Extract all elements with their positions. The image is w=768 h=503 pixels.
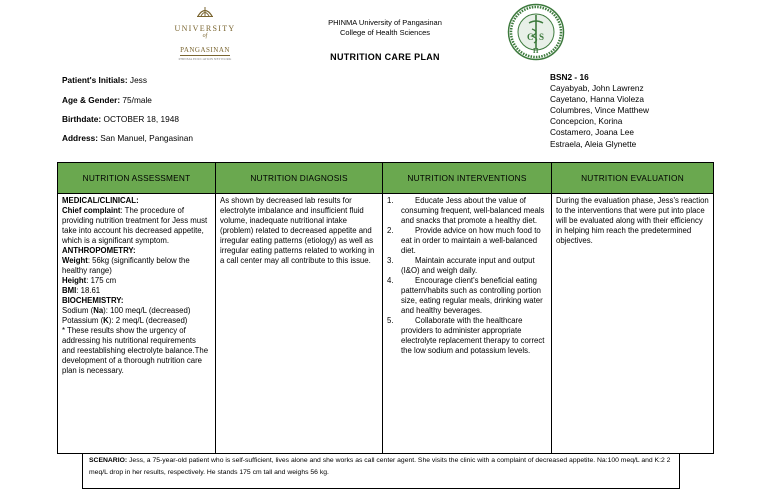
height xyxy=(62,276,211,286)
chief-complaint xyxy=(62,206,211,246)
diagnosis-cell xyxy=(216,194,383,454)
potassium-symbol: K xyxy=(103,316,109,325)
crest-icon xyxy=(194,4,216,18)
university-logo xyxy=(168,4,242,61)
intervention-item xyxy=(387,256,547,276)
intervention-number: 4. xyxy=(387,276,394,285)
header-diagnosis: NUTRITION DIAGNOSIS xyxy=(216,163,383,194)
evaluation-cell xyxy=(552,194,714,454)
evaluation-text: During the evaluation phase, Jess's reaction to the interventions that were put into place will be evaluated along with their efficiency in helping him reach the predetermined objectives. xyxy=(556,196,709,245)
weight-text: : 56kg (significantly below the healthy range) xyxy=(62,256,190,275)
birthdate-label: Birthdate: xyxy=(62,114,102,124)
logo-line3: PANGASINAN xyxy=(180,46,230,54)
intervention-item xyxy=(387,226,547,256)
intervention-text: Provide advice on how much food to eat in order to maintain a well-balanced diet. xyxy=(401,226,541,255)
member-name: Cayetano, Hanna Violeza xyxy=(550,94,644,105)
logo-line4: PHINMA EDUCATION NETWORK xyxy=(178,57,232,61)
logo-line1: UNIVERSITY xyxy=(174,24,236,33)
weight-label: Weight xyxy=(62,256,88,265)
intervention-number: 2. xyxy=(387,226,394,235)
member-name: Concepcion, Korina xyxy=(550,116,623,127)
intervention-number: 5. xyxy=(387,316,394,325)
logo-line2: of xyxy=(202,33,208,39)
intervention-item xyxy=(387,276,547,316)
member-name: Costamero, Joana Lee xyxy=(550,127,634,138)
college-name: College of Health Sciences xyxy=(339,28,431,37)
svg-text:C: C xyxy=(527,32,534,42)
address-label: Address: xyxy=(62,133,98,143)
institution-name: PHINMA University of Pangasinan xyxy=(328,18,442,27)
institution-header xyxy=(300,18,470,38)
potassium-post: ): 2 meq/L (decreased) xyxy=(108,316,188,325)
nutrition-care-plan-table xyxy=(57,162,714,454)
birthdate: OCTOBER 18, 1948 xyxy=(103,114,179,124)
height-text: : 175 cm xyxy=(86,276,117,285)
member-name: Estraela, Aleia Glynette xyxy=(550,138,637,149)
intervention-text: Collaborate with the healthcare providers to administer appropriate electrolyte replacement therapy to correct the low sodium and potassium levels. xyxy=(401,316,545,355)
intervention-text: Educate Jess about the value of consuming frequent, well-balanced meals and snacks that promote a healthy diet. xyxy=(401,196,545,225)
birthdate-row xyxy=(62,114,179,124)
sodium xyxy=(62,306,211,316)
intervention-number: 1. xyxy=(387,196,394,205)
svg-text:H: H xyxy=(533,47,539,55)
sodium-post: ): 100 meq/L (decreased) xyxy=(103,306,191,315)
sodium-symbol: Na xyxy=(93,306,104,315)
bmi xyxy=(62,286,211,296)
age-gender-label: Age & Gender: xyxy=(62,95,121,105)
patient-initials-label: Patient's Initials: xyxy=(62,75,128,85)
anthropometry-label: ANTHROPOMETRY: xyxy=(62,246,136,255)
intervention-item xyxy=(387,316,547,356)
member-name: Columbres, Vince Matthew xyxy=(550,105,649,116)
intervention-item xyxy=(387,196,547,226)
weight xyxy=(62,256,211,276)
address: San Manuel, Pangasinan xyxy=(100,133,193,143)
svg-text:S: S xyxy=(539,32,545,42)
page-title: NUTRITION CARE PLAN xyxy=(330,52,440,62)
intervention-text: Encourage client's beneficial eating pattern/habits such as controlling portion size, eating regular meals, drinking water and healthy beverages. xyxy=(401,276,543,315)
address-row xyxy=(62,133,193,143)
header-interventions: NUTRITION INTERVENTIONS xyxy=(383,163,552,194)
header-evaluation: NUTRITION EVALUATION xyxy=(552,163,714,194)
chief-complaint-label: Chief complaint xyxy=(62,206,121,215)
diagnosis-text: As shown by decreased lab results for electrolyte imbalance and insufficient fluid volume, inadequate nutritional intake (problem) related to decreased appetite and irregular eating patterns (etiology) as well as irregular eating patterns related to working in a call center may all contribute to this issue. xyxy=(220,196,375,265)
bmi-label: BMI xyxy=(62,286,77,295)
assessment-note: * These results show the urgency of addressing his nutritional requirements and reestablishing electrolyte balance.The development of a thorough nutrition care plan is necessary. xyxy=(62,326,209,375)
biochemistry-label: BIOCHEMISTRY: xyxy=(62,296,124,305)
patient-initials: Jess xyxy=(129,75,147,85)
header-assessment: NUTRITION ASSESSMENT xyxy=(58,163,216,194)
assessment-cell xyxy=(58,194,216,454)
college-seal-icon xyxy=(507,3,565,61)
section-label: BSN2 - 16 xyxy=(550,72,589,82)
intervention-number: 3. xyxy=(387,256,394,265)
bmi-text: : 18.61 xyxy=(76,286,101,295)
potassium-pre: Potassium ( xyxy=(62,316,104,325)
member-name: Cayabyab, John Lawrenz xyxy=(550,83,644,94)
table-header-row xyxy=(58,163,714,194)
age-gender: 75/male xyxy=(122,95,152,105)
chief-complaint-text: : The procedure of providing nutrition treatment for Jess must take into account his decreased appetite, which is a significant symptom. xyxy=(62,206,208,245)
scenario-box xyxy=(82,453,680,489)
table-row xyxy=(58,194,714,454)
patient-initials-row xyxy=(62,75,147,85)
intervention-text: Maintain accurate input and output (I&O) and weigh daily. xyxy=(401,256,535,275)
scenario-label: SCENARIO: xyxy=(89,457,128,464)
sodium-pre: Sodium ( xyxy=(62,306,94,315)
group-members xyxy=(550,72,750,150)
medical-clinical-label: MEDICAL/CLINICAL: xyxy=(62,196,139,205)
scenario-text: Jess, a 75-year-old patient who is self-sufficient, lives alone and she works as call center agent. She visits the clinic with a complaint of decreased appetite. Na:100 meq/L and K:2 2 meq/L drop in her results, respectively. He stands 175 cm tall and weighs 56 kg. xyxy=(89,457,671,476)
potassium xyxy=(62,316,211,326)
height-label: Height xyxy=(62,276,87,285)
interventions-cell xyxy=(383,194,552,454)
age-gender-row xyxy=(62,95,152,105)
